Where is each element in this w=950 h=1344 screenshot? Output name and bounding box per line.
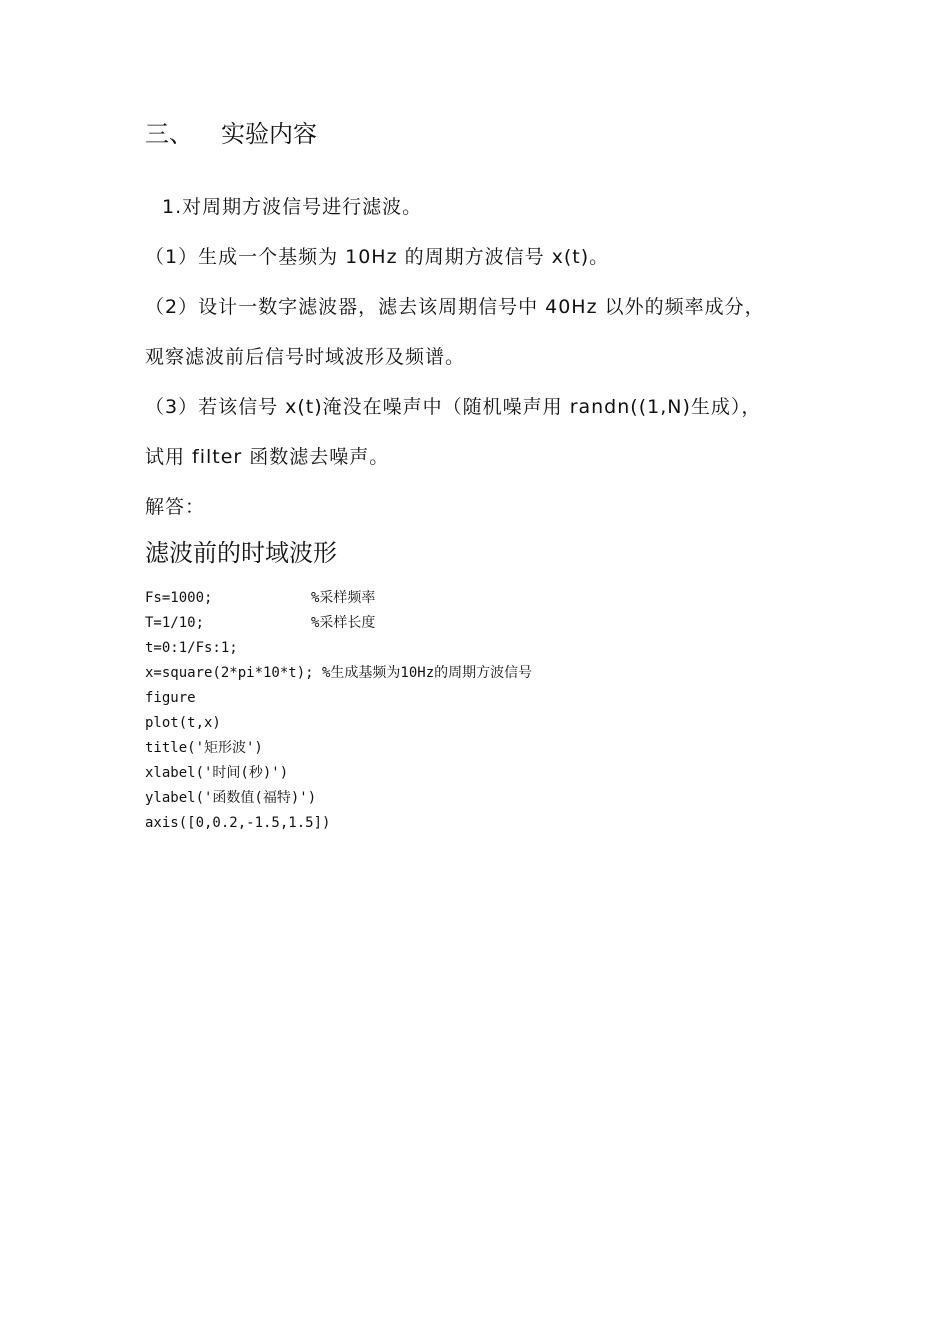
- task-1-step-2-paragraph: （2）设计一数字滤波器，滤去该周期信号中 40Hz 以外的频率成分，: [145, 296, 765, 318]
- code-statement: x=square(2*pi*10*t);: [145, 665, 314, 681]
- code-comment: %采样频率: [311, 590, 376, 606]
- code-line: [145, 686, 532, 711]
- code-line: [145, 586, 532, 611]
- code-line: [145, 661, 532, 686]
- section-number: 三、: [145, 120, 193, 148]
- code-statement: ylabel('函数值(福特)'): [145, 790, 317, 806]
- code-line: [145, 611, 532, 636]
- code-line: [145, 811, 532, 836]
- task-1-step-3-continuation: 试用 filter 函数滤去噪声。: [145, 446, 390, 468]
- code-comment: %生成基频为10Hz的周期方波信号: [313, 665, 533, 681]
- code-statement: t=0:1/Fs:1;: [145, 640, 238, 656]
- section-title: 实验内容: [221, 120, 317, 148]
- code-line: [145, 786, 532, 811]
- section-heading: [145, 116, 317, 152]
- code-statement: Fs=1000;: [145, 590, 213, 606]
- code-line: [145, 636, 532, 661]
- code-statement: figure: [145, 690, 196, 706]
- code-statement: xlabel('时间(秒)'): [145, 765, 289, 781]
- code-line: [145, 736, 532, 761]
- code-comment: %采样长度: [311, 615, 376, 631]
- sub-heading: 滤波前的时域波形: [145, 539, 337, 567]
- answer-label: 解答：: [145, 496, 206, 518]
- task-1-paragraph: 1.对周期方波信号进行滤波。: [162, 196, 423, 218]
- code-line: [145, 711, 532, 736]
- task-1-step-2-continuation: 观察滤波前后信号时域波形及频谱。: [145, 346, 466, 368]
- code-statement: title('矩形波'): [145, 740, 263, 756]
- task-1-step-3-paragraph: （3）若该信号 x(t)淹没在噪声中（随机噪声用 randn((1,N)生成），: [145, 396, 762, 418]
- code-block: [145, 586, 532, 836]
- code-statement: T=1/10;: [145, 615, 205, 631]
- code-statement: axis([0,0.2,-1.5,1.5]): [145, 815, 331, 831]
- code-statement: plot(t,x): [145, 715, 221, 731]
- task-1-step-1-paragraph: （1）生成一个基频为 10Hz 的周期方波信号 x(t)。: [145, 246, 610, 268]
- code-line: [145, 761, 532, 786]
